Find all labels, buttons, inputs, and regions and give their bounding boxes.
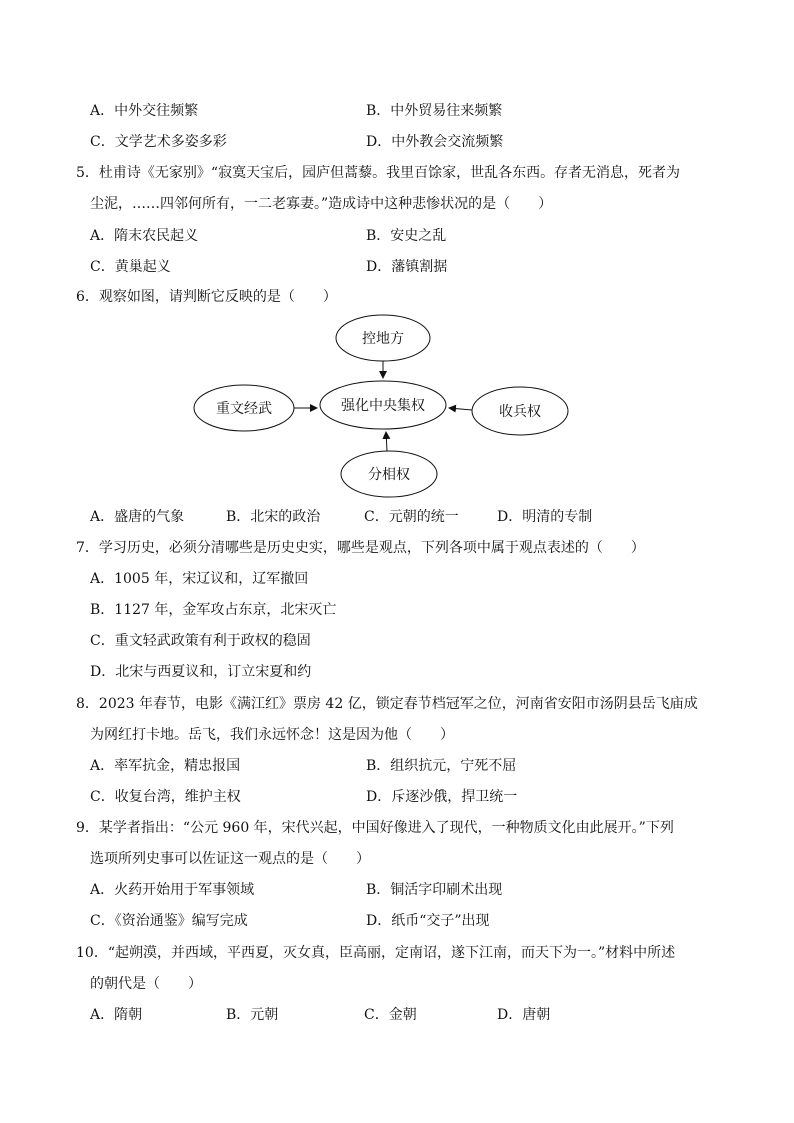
q9-option-c: C．《资治通鉴》编写完成 [90,913,248,929]
q7-option-b: B．1127 年，金军攻占东京，北宋灭亡 [90,602,337,618]
diagram-node-right-label: 收兵权 [499,404,541,420]
q10-option-d: D．唐朝 [497,1007,551,1023]
diagram-arrow-bottom [386,432,387,451]
q5-option-d: D．藩镇割据 [366,259,448,275]
q7-option-d: D．北宋与西夏议和，订立宋夏和约 [90,664,312,680]
q10-option-b: B．元朝 [226,1007,279,1023]
q6-option-a: A．盛唐的气象 [90,509,185,525]
q10-stem-line1: 10．“起朔漠，并西域，平西夏，灭女真，臣高丽，定南诏，遂下江南，而天下为一。”材料中所述 [76,945,676,961]
q4-option-d: D．中外教会交流频繁 [366,134,504,150]
diagram-node-top-label: 控地方 [362,331,404,347]
q9-stem-line1: 9．某学者指出：“公元 960 年，宋代兴起，中国好像进入了现代，一种物质文化由此展开。”下列 [76,820,674,836]
q8-option-b: B．组织抗元，宁死不屈 [366,758,517,774]
q8-option-d: D．斥逐沙俄，捍卫统一 [366,789,518,805]
diagram-node-center-label: 强化中央集权 [341,398,425,414]
q10-option-a: A．隋朝 [90,1007,143,1023]
diagram-arrow-right [449,408,472,410]
q8-stem-line2: 为网红打卡地。岳飞，我们永远怀念！这是因为他（ ） [90,727,454,743]
q6-option-d: D．明清的专制 [497,509,593,525]
diagram-node-left-label: 重文经武 [216,401,272,417]
q10-option-c: C．金朝 [364,1007,417,1023]
q5-option-b: B．安史之乱 [366,228,447,244]
q8-option-a: A．率军抗金，精忠报国 [90,758,241,774]
q6-stem: 6．观察如图，请判断它反映的是（ ） [76,289,337,305]
q4-option-a: A．中外交往频繁 [90,103,199,119]
q6-diagram [0,0,794,520]
q7-option-a: A．1005 年，宋辽议和，辽军撤回 [90,571,309,587]
q5-option-a: A．隋末农民起义 [90,228,199,244]
q6-option-b: B．北宋的政治 [226,509,321,525]
q5-stem-line2: 尘泥，……四邻何所有，一二老寡妻。”造成诗中这种悲惨状况的是（ ） [90,196,553,212]
q5-stem-line1: 5．杜甫诗《无家别》“寂寞天宝后，园庐但蒿藜。我里百馀家，世乱各东西。存者无消息，死者为 [76,165,681,181]
q4-option-c: C．文学艺术多姿多彩 [90,134,227,150]
q9-stem-line2: 选项所列史事可以佐证这一观点的是（ ） [90,851,370,867]
q10-stem-line2: 的朝代是（ ） [90,976,202,992]
q8-stem-line1: 8．2023 年春节，电影《满江红》票房 42 亿，锁定春节档冠军之位，河南省安阳市汤阴县岳飞庙成 [76,696,698,712]
q9-option-d: D．纸币“交子”出现 [366,913,490,929]
q5-option-c: C．黄巢起义 [90,259,171,275]
q7-option-c: C．重文轻武政策有利于政权的稳固 [90,633,311,649]
q8-option-c: C．收复台湾，维护主权 [90,789,241,805]
q9-option-b: B．铜活字印刷术出现 [366,882,503,898]
q6-option-c: C．元朝的统一 [364,509,459,525]
q7-stem: 7．学习历史，必须分清哪些是历史史实，哪些是观点，下列各项中属于观点表述的（ ） [76,540,645,556]
q4-option-b: B．中外贸易往来频繁 [366,103,503,119]
q9-option-a: A．火药开始用于军事领域 [90,882,255,898]
diagram-node-bottom-label: 分相权 [368,467,410,483]
